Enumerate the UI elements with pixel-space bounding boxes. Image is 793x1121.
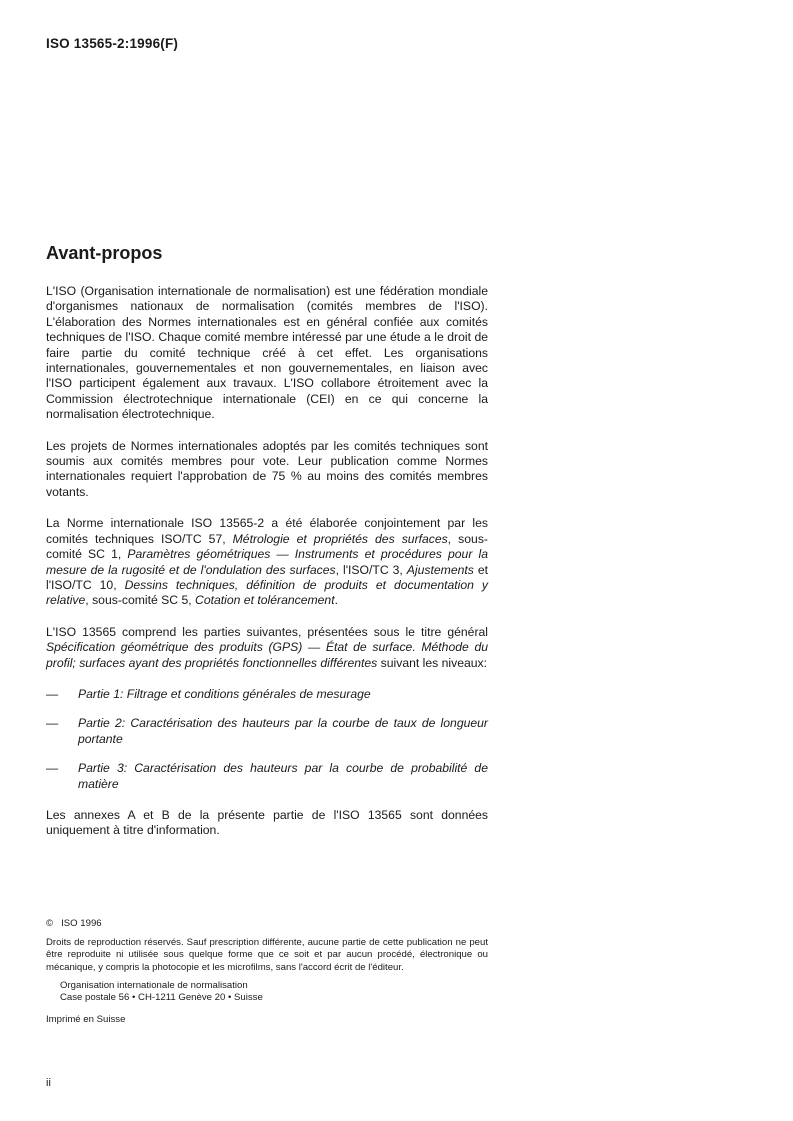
paragraph-voting: Les projets de Normes internationales adoptés par les comités techniques sont soumis aux comités membres pour vote. Leur publication comme Normes internationales requiert l'approbation de 75 % au moins des comités membres votants. xyxy=(46,438,488,499)
document-header-id: ISO 13565-2:1996(F) xyxy=(46,36,179,51)
list-item xyxy=(46,761,488,792)
printed-in: Imprimé en Suisse xyxy=(46,1014,126,1026)
committees-text-4: et l'ISO/TC 10, xyxy=(46,562,489,592)
part-2-title: Partie 2: Caractérisation des hauteurs par la courbe de taux de longueur portante xyxy=(78,716,488,746)
rights-notice: Droits de reproduction réservés. Sauf prescription différente, aucune partie de cette publication ne peut être reproduite ni utilisée sous quelque forme que ce soit et par aucun procédé, électronique ou mécanique, y compris la photocopie et les microfilms, sans l'accord écrit de l'éditeur. xyxy=(46,937,488,973)
committee-tc10-title: Dessins techniques, définition de produits et documentation y relative xyxy=(46,577,488,608)
part-3-title: Partie 3: Caractérisation des hauteurs par la courbe de probabilité de matière xyxy=(78,761,488,791)
subcommittee-sc5-title: Cotation et tolérancement xyxy=(195,593,335,608)
committees-text-2: , sous-comité SC 1, xyxy=(46,531,488,562)
paragraph-committees xyxy=(46,516,488,608)
paragraph-iso-intro: L'ISO (Organisation internationale de normalisation) est une fédération mondiale d'organismes nationaux de normalisation (comités membres de l'ISO). L'élaboration des Normes internationales est en général confiée aux comités techniques de l'ISO. Chaque comité membre intéressé par une étude a le droit de faire partie du comité technique créé à cet effet. Les organisations internationales, gouvernementales et non gouvernementales, en liaison avec l'ISO participent également aux travaux. L'ISO collabore étroitement avec la Commission électrotechnique internationale (CEI) en ce qui concerne la normalisation électrotechnique. xyxy=(46,284,488,422)
committees-text-6: . xyxy=(334,593,338,608)
list-dash: — xyxy=(46,716,59,731)
foreword-body xyxy=(46,284,488,855)
committee-tc57-title: Métrologie et propriétés des surfaces xyxy=(232,531,448,546)
copyright-text: ISO 1996 xyxy=(61,918,102,929)
list-dash: — xyxy=(46,761,59,776)
parts-intro-text-2: suivant les niveaux: xyxy=(377,655,488,670)
org-address: Case postale 56 • CH-1211 Genève 20 • Suisse xyxy=(60,992,263,1004)
paragraph-parts-intro xyxy=(46,625,488,671)
list-item xyxy=(46,716,488,747)
committees-text-5: , sous-comité SC 5, xyxy=(85,593,196,608)
committees-text-3: , l'ISO/TC 3, xyxy=(335,562,407,577)
copyright-icon: © xyxy=(46,918,54,929)
parts-intro-text-1: L'ISO 13565 comprend les parties suivantes, présentées sous le titre général xyxy=(46,624,488,639)
section-title: Avant-propos xyxy=(46,243,163,263)
subcommittee-sc1-title: Paramètres géométriques — Instruments et procédures pour la mesure de la rugosité et de l'ondulation des surfaces xyxy=(46,547,488,577)
part-1-title: Partie 1: Filtrage et conditions générales de mesurage xyxy=(78,686,371,701)
parts-list xyxy=(46,687,488,792)
org-name: Organisation internationale de normalisation xyxy=(60,979,248,991)
committee-tc3-title: Ajustements xyxy=(406,562,474,577)
committees-text-1: La Norme internationale ISO 13565-2 a été élaborée conjointement par les comités techniques ISO/TC 57, xyxy=(46,516,488,546)
copyright-block xyxy=(46,918,488,1026)
list-item xyxy=(46,687,488,702)
general-title: Spécification géométrique des produits (GPS) — État de surface. Méthode du profil; surfaces ayant des propriétés fonctionnelles différentes xyxy=(46,640,488,670)
page-number: ii xyxy=(46,1077,51,1089)
copyright-line xyxy=(46,918,488,930)
list-dash: — xyxy=(46,686,59,701)
paragraph-annexes: Les annexes A et B de la présente partie de l'ISO 13565 sont données uniquement à titre d'information. xyxy=(46,807,488,838)
